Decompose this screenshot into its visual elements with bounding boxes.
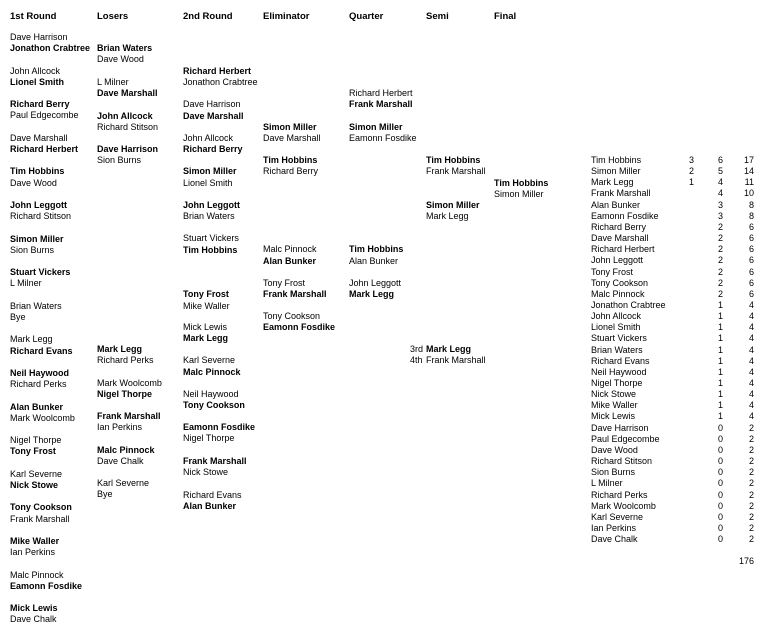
column-header: Losers	[97, 11, 129, 22]
losers-entry: Richard Perks	[97, 355, 154, 365]
standings-col-b: 1	[717, 311, 723, 322]
eliminator-entry: Simon Miller	[263, 122, 317, 132]
standings-name: Eamonn Fosdike	[591, 210, 659, 221]
standings-name: Stuart Vickers	[591, 333, 647, 344]
round1-entry: Dave Marshall	[10, 132, 68, 143]
round1-entry: Tim Hobbins	[10, 166, 65, 177]
losers-entry: Dave Wood	[97, 54, 144, 64]
standings-name: Dave Chalk	[591, 534, 638, 545]
round1-entry: John Allcock	[10, 65, 61, 76]
place-label: 4th	[410, 355, 423, 365]
standings-name: Dave Harrison	[591, 422, 649, 433]
round2-entry: John Leggott	[183, 200, 240, 210]
round1-entry: Richard Perks	[10, 379, 67, 390]
quarter-entry: Frank Marshall	[349, 99, 413, 109]
round1-entry: Richard Stitson	[10, 211, 72, 222]
standings-name: Paul Edgecombe	[591, 433, 660, 444]
standings-col-b: 0	[717, 500, 723, 511]
column-header: Quarter	[349, 11, 384, 22]
standings-col-c: 2	[748, 444, 754, 455]
round1-entry: Alan Bunker	[10, 401, 64, 412]
round2-entry: Tony Cookson	[183, 400, 245, 410]
quarter-entry: John Leggott	[349, 278, 402, 288]
round2-entry: Karl Severne	[183, 355, 236, 365]
round1-entry: Paul Edgecombe	[10, 110, 79, 121]
standings-col-c: 2	[748, 500, 754, 511]
losers-entry: Dave Harrison	[97, 144, 159, 154]
losers-entry: Mark Legg	[97, 344, 143, 354]
round2-entry: Lionel Smith	[183, 178, 233, 188]
standings-col-b: 0	[717, 444, 723, 455]
semi-entry: Tim Hobbins	[426, 155, 481, 165]
standings-col-c: 17	[743, 155, 754, 165]
standings-name: John Leggott	[591, 255, 644, 266]
losers-entry: Nigel Thorpe	[97, 389, 153, 399]
standings-col-b: 5	[717, 166, 723, 177]
round2-entry: Malc Pinnock	[183, 367, 241, 377]
place-entry: Frank Marshall	[426, 355, 486, 365]
standings-col-b: 2	[717, 255, 723, 266]
standings-col-b: 3	[717, 210, 723, 221]
quarter-entry: Mark Legg	[349, 289, 395, 299]
round2-entry: Nick Stowe	[183, 467, 229, 477]
round1-entry: Mick Lewis	[10, 603, 58, 614]
standings-name: John Allcock	[591, 311, 642, 322]
standings-name: Tim Hobbins	[591, 155, 642, 165]
round2-entry: Mark Legg	[183, 333, 229, 343]
round1-entry: Richard Berry	[10, 99, 70, 110]
standings-col-c: 6	[748, 266, 754, 277]
losers-entry: Bye	[97, 489, 113, 499]
losers-entry: Dave Chalk	[97, 456, 144, 466]
round1-entry: Brian Waters	[10, 300, 62, 311]
losers-entry: Mark Woolcomb	[97, 378, 162, 388]
standings-name: Mike Waller	[591, 400, 638, 411]
standings-col-c: 11	[744, 177, 754, 188]
column-header: Semi	[426, 11, 449, 22]
standings-col-c: 4	[748, 333, 754, 344]
round2-entry: Mike Waller	[183, 301, 230, 311]
standings-col-c: 2	[748, 422, 754, 433]
standings-col-c: 8	[748, 210, 754, 221]
round1-entry: Frank Marshall	[10, 513, 70, 524]
standings-col-b: 6	[717, 155, 723, 165]
place-entry: Mark Legg	[426, 344, 472, 354]
quarter-entry: Eamonn Fosdike	[349, 133, 417, 143]
round1-entry: Richard Evans	[10, 345, 73, 356]
round1-entry: Neil Haywood	[10, 368, 70, 378]
round1-entry: Nick Stowe	[10, 480, 59, 490]
standings-name: Lionel Smith	[591, 322, 641, 333]
standings-col-b: 0	[717, 534, 723, 545]
losers-entry: Malc Pinnock	[97, 445, 155, 455]
round1-entry: Mike Waller	[10, 536, 60, 546]
standings-name: Frank Marshall	[591, 188, 651, 199]
standings-col-a: 1	[688, 177, 694, 188]
standings-name: Richard Perks	[591, 489, 648, 500]
standings-col-b: 0	[717, 511, 723, 522]
semi-entry: Simon Miller	[426, 200, 480, 210]
standings-name: Simon Miller	[591, 166, 641, 177]
round2-entry: Eamonn Fosdike	[183, 422, 256, 432]
round1-entry: Mark Legg	[10, 334, 53, 345]
standings-col-b: 0	[717, 456, 723, 467]
round2-entry: Dave Harrison	[183, 99, 241, 109]
round2-entry: Nigel Thorpe	[183, 433, 235, 443]
round2-entry: Frank Marshall	[183, 456, 247, 466]
round1-entry: Dave Wood	[10, 177, 57, 188]
column-header: 1st Round	[10, 11, 57, 22]
standings-name: Sion Burns	[591, 467, 636, 478]
round1-entry: Mark Woolcomb	[10, 412, 75, 423]
standings-col-b: 4	[717, 177, 723, 188]
standings-col-c: 4	[748, 411, 754, 422]
standings-col-b: 2	[717, 244, 723, 255]
eliminator-entry: Eamonn Fosdike	[263, 322, 336, 332]
standings-name: Jonathon Crabtree	[591, 299, 666, 310]
standings-col-b: 0	[717, 422, 723, 433]
eliminator-entry: Tim Hobbins	[263, 155, 318, 165]
standings-col-c: 2	[748, 511, 754, 522]
standings-total: 176	[738, 556, 754, 566]
standings-col-b: 1	[717, 299, 723, 310]
standings-col-b: 1	[717, 322, 723, 333]
standings-col-b: 2	[717, 266, 723, 277]
standings-col-c: 4	[748, 400, 754, 411]
round2-entry: Richard Evans	[183, 490, 242, 500]
round2-entry: Alan Bunker	[183, 501, 237, 511]
round1-entry: Stuart Vickers	[10, 267, 71, 278]
standings-name: Dave Wood	[591, 444, 638, 455]
standings-col-b: 2	[717, 277, 723, 288]
losers-entry: Richard Stitson	[97, 122, 159, 132]
standings-name: Richard Evans	[591, 355, 650, 366]
round1-entry: Sion Burns	[10, 244, 55, 255]
final-entry: Tim Hobbins	[494, 178, 549, 188]
standings-col-c: 6	[748, 233, 754, 244]
round1-entry: Dave Harrison	[10, 32, 68, 42]
standings-col-c: 2	[748, 522, 754, 533]
standings-col-c: 4	[748, 344, 754, 355]
standings-col-b: 2	[717, 233, 723, 244]
eliminator-entry: Alan Bunker	[263, 256, 317, 266]
round1-entry: Dave Chalk	[10, 614, 57, 625]
standings-name: Nick Stowe	[591, 389, 637, 400]
round2-entry: Neil Haywood	[183, 389, 239, 399]
standings-col-b: 2	[717, 221, 723, 232]
losers-entry: Karl Severne	[97, 478, 150, 488]
standings-name: Malc Pinnock	[591, 288, 645, 299]
standings-col-c: 10	[743, 188, 754, 199]
standings-col-b: 4	[717, 188, 723, 199]
standings-name: Alan Bunker	[591, 199, 641, 210]
round1-entry: Eamonn Fosdike	[10, 580, 83, 591]
losers-entry: John Allcock	[97, 111, 153, 121]
standings-col-c: 6	[748, 277, 754, 288]
standings-name: Tony Cookson	[591, 277, 649, 288]
round2-entry: Mick Lewis	[183, 322, 228, 332]
standings-col-b: 2	[717, 288, 723, 299]
standings-name: L Milner	[591, 478, 623, 489]
semi-entry: Frank Marshall	[426, 166, 486, 176]
standings-col-c: 6	[748, 244, 754, 255]
standings-col-b: 1	[717, 411, 723, 422]
semi-entry: Mark Legg	[426, 211, 469, 221]
round2-entry: John Allcock	[183, 133, 234, 143]
standings-col-c: 4	[748, 355, 754, 366]
standings-name: Brian Waters	[591, 344, 643, 355]
standings-name: Mark Legg	[591, 177, 634, 188]
round2-entry: Simon Miller	[183, 166, 237, 176]
standings-col-b: 0	[717, 467, 723, 478]
place-label: 3rd	[410, 344, 424, 354]
round1-entry: L Milner	[10, 278, 42, 289]
eliminator-entry: Richard Berry	[263, 166, 319, 176]
standings-name: Richard Stitson	[591, 456, 653, 467]
standings-col-b: 0	[717, 478, 723, 489]
standings-col-c: 4	[748, 299, 754, 310]
standings-col-a: 3	[688, 155, 694, 165]
round1-entry: Karl Severne	[10, 468, 63, 479]
round1-entry: John Leggott	[10, 200, 67, 210]
quarter-entry: Tim Hobbins	[349, 244, 404, 254]
round2-entry: Tim Hobbins	[183, 245, 238, 255]
standings-name: Nigel Thorpe	[591, 378, 643, 388]
round1-entry: Richard Herbert	[10, 144, 79, 154]
round2-entry: Richard Herbert	[183, 66, 252, 76]
standings-col-c: 2	[748, 489, 754, 500]
round1-entry: Jonathon Crabtree	[10, 43, 91, 54]
round1-entry: Tony Frost	[10, 446, 56, 457]
standings-name: Neil Haywood	[591, 366, 647, 377]
round1-entry: Malc Pinnock	[10, 569, 64, 580]
standings-col-b: 1	[717, 389, 723, 400]
losers-entry: Dave Marshall	[97, 88, 158, 98]
losers-entry: Brian Waters	[97, 43, 153, 53]
eliminator-entry: Tony Frost	[263, 278, 306, 288]
standings-col-c: 8	[748, 199, 754, 210]
standings-col-c: 2	[748, 534, 754, 545]
standings-col-b: 1	[717, 378, 723, 388]
standings-name: Richard Herbert	[591, 244, 655, 255]
standings-col-b: 0	[717, 489, 723, 500]
losers-entry: L Milner	[97, 77, 129, 87]
final-entry: Simon Miller	[494, 189, 544, 199]
standings-col-b: 3	[717, 199, 723, 210]
round2-entry: Richard Berry	[183, 144, 243, 154]
standings-col-c: 2	[748, 467, 754, 478]
losers-entry: Ian Perkins	[97, 422, 143, 432]
eliminator-entry: Dave Marshall	[263, 133, 321, 143]
eliminator-entry: Malc Pinnock	[263, 244, 317, 254]
standings-col-c: 4	[748, 378, 754, 388]
standings-col-c: 4	[748, 389, 754, 400]
standings-col-b: 1	[717, 333, 723, 344]
eliminator-entry: Tony Cookson	[263, 311, 321, 321]
standings-name: Mick Lewis	[591, 411, 636, 422]
round2-entry: Dave Marshall	[183, 111, 244, 121]
standings-col-c: 14	[743, 166, 754, 177]
quarter-entry: Alan Bunker	[349, 256, 399, 266]
losers-entry: Frank Marshall	[97, 411, 161, 421]
standings-col-a: 2	[688, 166, 694, 177]
standings-col-b: 0	[717, 433, 723, 444]
standings-name: Dave Marshall	[591, 233, 649, 244]
round1-entry: Simon Miller	[10, 233, 64, 244]
round1-entry: Tony Cookson	[10, 502, 72, 513]
column-header: Eliminator	[263, 11, 310, 22]
standings-col-c: 6	[748, 221, 754, 232]
standings-col-c: 6	[748, 288, 754, 299]
column-header: Final	[494, 11, 517, 22]
standings-col-c: 6	[748, 255, 754, 266]
round2-entry: Brian Waters	[183, 211, 235, 221]
losers-entry: Sion Burns	[97, 155, 142, 165]
standings-col-c: 4	[748, 366, 754, 377]
round1-entry: Nigel Thorpe	[10, 435, 62, 446]
standings-col-c: 2	[748, 478, 754, 489]
standings-col-b: 1	[717, 366, 723, 377]
standings-name: Richard Berry	[591, 221, 647, 232]
round2-entry: Tony Frost	[183, 289, 229, 299]
eliminator-entry: Frank Marshall	[263, 289, 327, 299]
standings-name: Karl Severne	[591, 511, 644, 522]
standings-col-c: 2	[748, 456, 754, 467]
round2-entry: Stuart Vickers	[183, 233, 239, 243]
standings-name: Ian Perkins	[591, 522, 637, 533]
standings-col-b: 0	[717, 522, 723, 533]
standings-col-c: 2	[748, 433, 754, 444]
round1-entry: Bye	[10, 312, 26, 322]
quarter-entry: Richard Herbert	[349, 88, 413, 98]
standings-name: Tony Frost	[591, 266, 634, 277]
quarter-entry: Simon Miller	[349, 122, 403, 132]
round1-entry: Ian Perkins	[10, 547, 56, 558]
column-header: 2nd Round	[183, 11, 233, 22]
round2-entry: Jonathon Crabtree	[183, 77, 258, 87]
standings-col-c: 4	[748, 311, 754, 322]
standings-col-b: 1	[717, 355, 723, 366]
standings-name: Mark Woolcomb	[591, 500, 656, 511]
round1-entry: Lionel Smith	[10, 76, 64, 87]
standings-col-b: 1	[717, 344, 723, 355]
standings-col-c: 4	[748, 322, 754, 333]
standings-col-b: 1	[717, 400, 723, 411]
